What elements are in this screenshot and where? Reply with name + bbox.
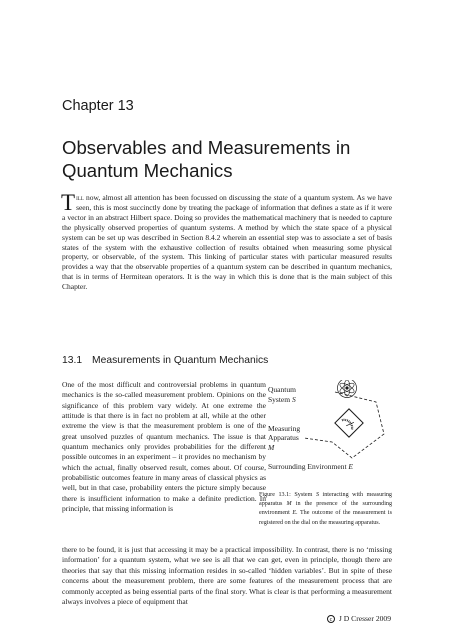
figure-label-environment: Surrounding Environment E: [268, 462, 354, 471]
apparatus-dial-icon: [335, 409, 363, 437]
full-width-paragraph: there to be found, it is just that accessing it may be a practical impossibility. In contrast, there is no ‘missing information’ for a quantum system, what we see is all that we can get, even in principle, though there are theories that say that this missing information resides in so-called ‘hidden variables’. But in spite of these concerns about the measurement problem, there are some features of the measurement process that are commonly accepted as being essential parts of the final story. What is clear is that performing a measurement always involves a piece of equipment that: [62, 545, 392, 607]
chapter-title: Observables and Measurements in Quantum Mechanics: [62, 137, 351, 181]
figure-caption: Figure 13.1: System S interacting with measuring apparatus M in the presence of the surrounding environment E. The outcome of the measurement is registered on the dial on the measuring apparatus.: [259, 492, 392, 526]
figure-label-measuring: Measuring: [268, 424, 301, 433]
footer-text: J D Cresser 2009: [338, 614, 392, 623]
section-number: 13.1: [62, 355, 83, 366]
section-heading: [62, 355, 268, 366]
intro-text-2: of a quantum system. As we have seen, this is most succinctly done by treating the package of information that defines a state as if it were a vector in an abstract Hilbert space. Doing so provides the mathematical machinery that is needed to capture the physically observed properties of quantum systems. A method by which the state space of a physical system can be set up was described in Section 8.4.2 wherein an essential step was to associate a set of basis states of the system with the exhaustive collection of results obtained when measuring some physical property, or observable, of the system. This linking of particular states with particular measured results provides a way that the observable properties of a quantum system can be described in quantum mechanics, that is in terms of Hermitean operators. It is the way in which this is done that is the main subject of this Chapter.: [62, 193, 393, 292]
intro-emphasis: state: [273, 193, 288, 202]
intro-paragraph: [61, 190, 393, 292]
drop-cap: T: [61, 190, 76, 215]
copyright-icon: c: [327, 615, 335, 623]
page-footer: [327, 614, 391, 623]
figure-label-quantum: Quantum: [268, 385, 296, 394]
column-paragraph: One of the most difficult and controversial problems in quantum mechanics is the so-called measurement problem. Opinions on the significance of this problem vary widely. At one extreme the attitude is that there is in fact no problem at all, while at the other extreme the view is that the measurement problem is one of the great unsolved puzzles of quantum mechanics. The issue is that quantum mechanics only provides probabilities for the different possible outcomes in an experiment – it provides no mechanism by which the actual, finally observed result, comes about. Of course, probabilistic outcomes feature in many areas of classical physics as well, but in that case, probability enters the picture simply because there is insufficient information to make a definite prediction. In principle, that missing information is: [62, 380, 266, 514]
figure-label-apparatus: Apparatus: [268, 433, 299, 442]
figure-label-apparatus-symbol: M: [268, 443, 275, 452]
intro-text-1: now, almost all attention has been focussed on discussing the: [83, 193, 274, 202]
intro-smallcaps: ill: [76, 193, 84, 202]
figure-label-system: System S: [268, 395, 296, 404]
chapter-label: Chapter 13: [62, 98, 134, 114]
section-title: Measurements in Quantum Mechanics: [92, 355, 269, 366]
figure-13-1: [268, 380, 396, 474]
